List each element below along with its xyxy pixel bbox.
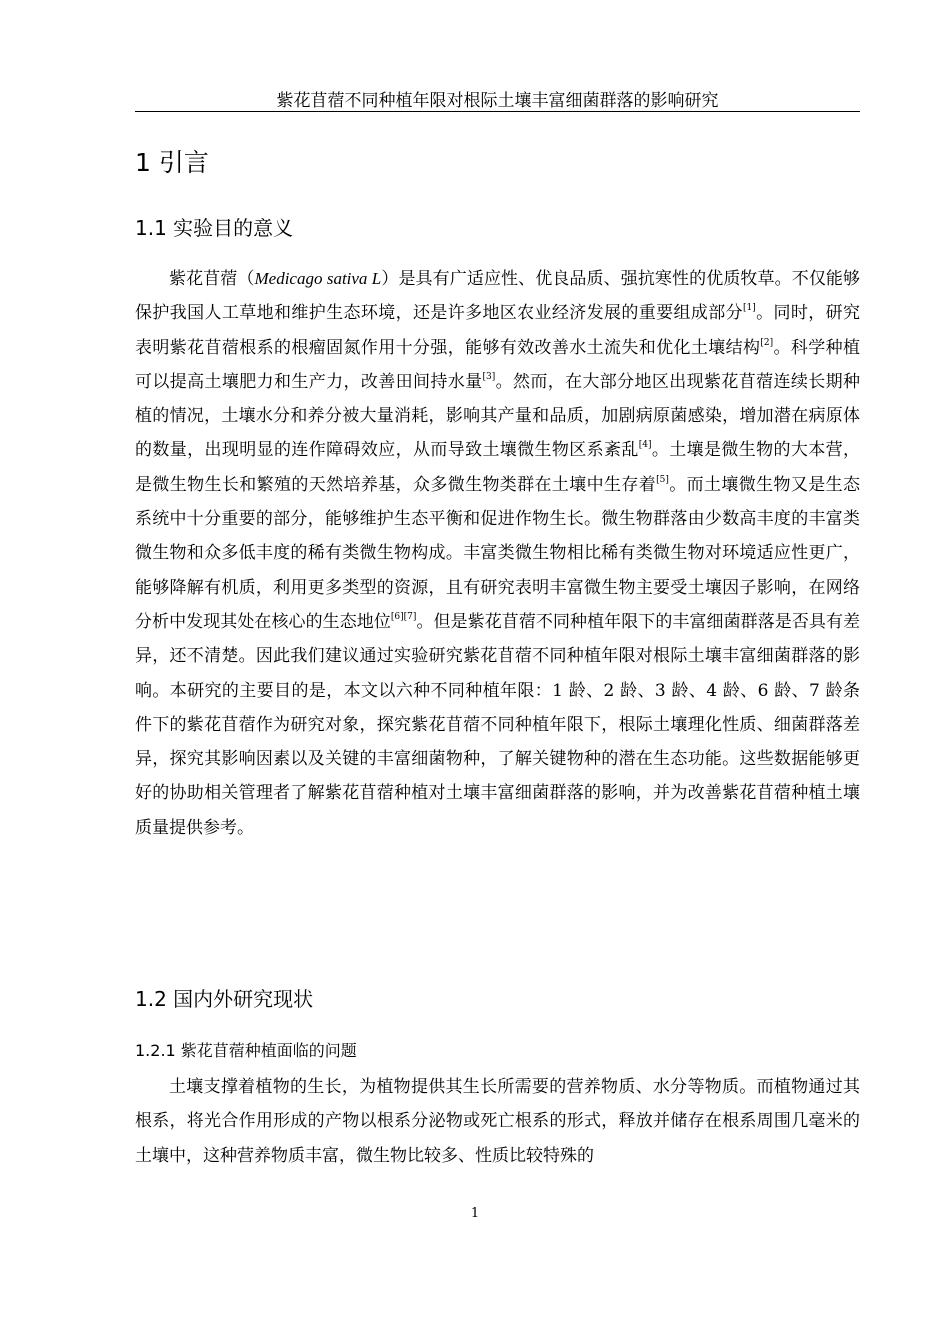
- citation: [1]: [743, 303, 756, 314]
- text-run: 。然而，在大部分地区出现紫花苜蓿连续长期种植的情况，土壤水分和养分被大量消耗，影响其产量和品质，加剧病原菌感染，增加潜在病原体的数量，出现明显的连作障碍效应，从而导致土壤微生物区系紊乱: [135, 371, 861, 461]
- paragraph-purpose: [135, 262, 860, 845]
- scientific-name: Medicago sativa L: [254, 269, 382, 288]
- section-1-1-heading: 1.1 实验目的意义: [135, 216, 294, 240]
- citation: [5]: [656, 474, 669, 485]
- text-run: 。而土壤微生物又是生态系统中十分重要的部分，能够维护生态平衡和促进作物生长。微生物群落由少数高丰度的丰富类微生物和众多低丰度的稀有类微生物构成。丰富类微生物相比稀有类微生物对环境适应性更广，能够降解有机质，利用更多类型的资源，且有研究表明丰富微生物主要受土壤因子影响，在网络分析中发现其处在核心的生态地位: [135, 474, 861, 632]
- text-run: ）是具有广适应性、优良品质、强抗寒性的优质牧草。不仅能够保护我国人工草地和维护生态环境，还是许多地区农业经济发展的重要组成部分: [135, 269, 861, 324]
- section-1-2-heading: 1.2 国内外研究现状: [135, 987, 314, 1011]
- header-rule: [135, 111, 860, 112]
- citation: [2]: [760, 337, 774, 348]
- section-1-heading: 1 引言: [135, 148, 209, 177]
- running-header: 紫花苜蓿不同种植年限对根际土壤丰富细菌群落的影响研究: [276, 91, 719, 111]
- text-run: 。但是紫花苜蓿不同种植年限下的丰富细菌群落是否具有差异，还不清楚。因此我们建议通过实验研究紫花苜蓿不同种植年限对根际土壤丰富细菌群落的影响。本研究的主要目的是，本文以六种不同种植年限：1 龄、2 龄、3 龄、4 龄、6 龄、7 龄条件下的紫花苜蓿作为研究对象，探究紫花苜蓿不同种植年限下，根际土壤理化性质、细菌群落差异，探究其影响因素以及关键的丰富细菌物种，了解关键物种的潜在生态功能。这些数据能够更好的协助相关管理者了解紫花苜蓿种植对土壤丰富细菌群落的影响，并为改善紫花苜蓿种植土壤质量提供参考。: [135, 611, 861, 838]
- text-run: 。土壤是微生物的大本营，是微生物生长和繁殖的天然培养基，众多微生物类群在土壤中生存着: [135, 440, 861, 495]
- citation: [6][7]: [390, 611, 417, 622]
- citation: [4]: [638, 440, 652, 451]
- section-1-2-1-heading: 1.2.1 紫花苜蓿种植面临的问题: [135, 1041, 357, 1060]
- page-number: 1: [470, 1206, 480, 1221]
- paragraph-problems: 土壤支撑着植物的生长，为植物提供其生长所需要的营养物质、水分等物质。而植物通过其根系，将光合作用形成的产物以根系分泌物或死亡根系的形式，释放并储存在根系周围几毫米的土壤中，这种营养物质丰富，微生物比较多、性质比较特殊的: [135, 1077, 860, 1166]
- citation: [3]: [482, 371, 496, 382]
- text-run: 。科学种植可以提高土壤肥力和生产力，改善田间持水量: [135, 337, 861, 392]
- text-run: 紫花苜蓿（: [169, 269, 255, 289]
- text-run: 。同时，研究表明紫花苜蓿根系的根瘤固氮作用十分强，能够有效改善水土流失和优化土壤结构: [135, 303, 861, 358]
